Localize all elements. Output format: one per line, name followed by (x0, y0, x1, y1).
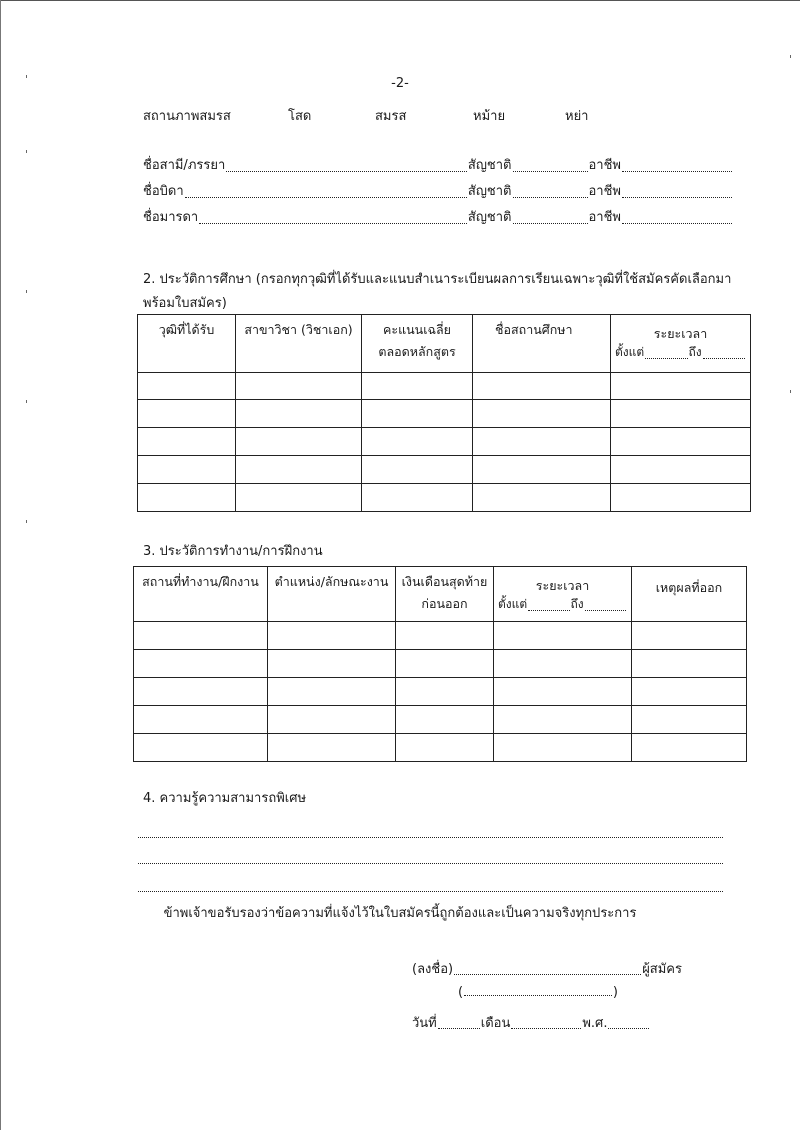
table-cell[interactable] (473, 456, 611, 484)
radio-label: สมรส (375, 108, 407, 124)
education-title-line1: 2. ประวัติการศึกษา (กรอกทุกวุฒิที่ได้รับและแนบสำเนาระเบียนผลการเรียนเฉพาะวุฒิที่ใช้สมัครคัดเลือกมา (143, 272, 732, 287)
table-cell[interactable] (632, 706, 747, 734)
signature-row (412, 958, 682, 979)
table-cell[interactable] (138, 400, 236, 428)
table-cell[interactable] (134, 622, 268, 650)
table-cell[interactable] (236, 373, 362, 400)
scan-artifact (26, 150, 27, 153)
col-period: ระยะเวลา ตั้งแต่ ถึง (611, 315, 751, 373)
father-occupation-field[interactable] (622, 185, 732, 198)
table-cell[interactable] (473, 400, 611, 428)
work-rows (134, 622, 747, 762)
education-table (137, 314, 751, 512)
occupation-label: อาชีพ (588, 158, 621, 173)
date-row (412, 1012, 650, 1033)
table-row (138, 400, 751, 428)
education-rows (138, 373, 751, 512)
spouse-nationality-field[interactable] (513, 159, 588, 172)
father-name-field[interactable] (185, 185, 467, 198)
table-cell[interactable] (236, 428, 362, 456)
year-label: พ.ศ. (582, 1016, 608, 1031)
nationality-label: สัญชาติ (467, 184, 512, 199)
table-cell[interactable] (473, 373, 611, 400)
table-cell[interactable] (396, 678, 494, 706)
table-cell[interactable] (138, 428, 236, 456)
mother-occupation-field[interactable] (622, 211, 732, 224)
radio-label: หย่า (565, 108, 589, 124)
table-row (138, 428, 751, 456)
radio-married[interactable] (375, 104, 406, 126)
applicant-label: ผู้สมัคร (642, 962, 682, 977)
table-cell[interactable] (632, 622, 747, 650)
radio-label: โสด (288, 108, 312, 124)
table-cell[interactable] (362, 456, 473, 484)
close-paren: ) (612, 985, 618, 1000)
marital-status-label: สถานภาพสมรส (143, 108, 231, 124)
work-table (133, 566, 747, 762)
father-row (143, 181, 733, 201)
radio-label: หม้าย (473, 108, 506, 124)
table-row (138, 456, 751, 484)
radio-divorced[interactable] (565, 104, 589, 126)
col-position: ตำแหน่ง/ลักษณะงาน (268, 567, 396, 622)
declaration-text: ข้าพเจ้าขอรับรองว่าข้อความที่แจ้งไว้ในใบสมัครนี้ถูกต้องและเป็นความจริงทุกประการ (163, 906, 637, 921)
table-cell[interactable] (473, 484, 611, 512)
table-cell[interactable] (362, 373, 473, 400)
table-cell[interactable] (268, 706, 396, 734)
table-cell[interactable] (396, 734, 494, 762)
table-cell[interactable] (268, 678, 396, 706)
scan-artifact (26, 290, 27, 293)
scan-artifact (26, 520, 27, 523)
signature-field[interactable] (454, 964, 641, 975)
education-section-title (143, 268, 743, 316)
page-edge (0, 0, 1, 1130)
table-cell[interactable] (362, 484, 473, 512)
table-cell[interactable] (494, 706, 632, 734)
table-cell[interactable] (632, 678, 747, 706)
spouse-name-field[interactable] (226, 159, 467, 172)
spouse-row (143, 155, 733, 175)
scan-artifact (790, 55, 791, 58)
period-from-to: ตั้งแต่ ถึง (611, 343, 750, 362)
table-cell[interactable] (138, 456, 236, 484)
table-row (134, 706, 747, 734)
mother-nationality-field[interactable] (513, 211, 588, 224)
mother-name-label: ชื่อมารดา (143, 210, 199, 225)
father-name-label: ชื่อบิดา (143, 184, 184, 199)
table-cell[interactable] (134, 678, 268, 706)
year-field[interactable] (608, 1018, 649, 1029)
table-cell[interactable] (138, 484, 236, 512)
table-cell[interactable] (268, 622, 396, 650)
table-row (134, 734, 747, 762)
month-field[interactable] (511, 1018, 581, 1029)
nationality-label: สัญชาติ (467, 210, 512, 225)
table-cell[interactable] (611, 400, 751, 428)
occupation-label: อาชีพ (588, 184, 621, 199)
skills-line[interactable] (138, 836, 723, 838)
spouse-name-label: ชื่อสามี/ภรรยา (143, 158, 226, 173)
period-from-to: ตั้งแต่ ถึง (494, 595, 631, 614)
table-cell[interactable] (236, 400, 362, 428)
table-cell[interactable] (494, 622, 632, 650)
table-cell[interactable] (611, 428, 751, 456)
col-workplace: สถานที่ทำงาน/ฝึกงาน (134, 567, 268, 622)
table-cell[interactable] (134, 734, 268, 762)
nationality-label: สัญชาติ (467, 158, 512, 173)
father-nationality-field[interactable] (513, 185, 588, 198)
skills-line[interactable] (138, 890, 723, 892)
radio-widowed[interactable] (473, 104, 505, 126)
table-cell[interactable] (268, 650, 396, 678)
table-cell[interactable] (138, 373, 236, 400)
table-cell[interactable] (611, 484, 751, 512)
mother-name-field[interactable] (199, 211, 467, 224)
table-cell[interactable] (494, 734, 632, 762)
mother-row (143, 207, 733, 227)
table-row (138, 484, 751, 512)
table-cell[interactable] (268, 734, 396, 762)
table-cell[interactable] (396, 622, 494, 650)
table-row (134, 650, 747, 678)
table-cell[interactable] (396, 650, 494, 678)
printed-name-field[interactable] (464, 985, 612, 996)
table-row (134, 678, 747, 706)
marital-status-group (143, 104, 623, 126)
col-period: ระยะเวลา ตั้งแต่ ถึง (494, 567, 632, 622)
table-cell[interactable] (362, 428, 473, 456)
skills-line[interactable] (138, 862, 723, 864)
table-cell[interactable] (611, 373, 751, 400)
radio-single[interactable] (288, 104, 311, 126)
table-cell[interactable] (134, 650, 268, 678)
table-row (138, 373, 751, 400)
col-reason-left: เหตุผลที่ออก (632, 567, 747, 622)
work-section-title: 3. ประวัติการทำงาน/การฝึกงาน (143, 544, 323, 559)
col-last-salary: เงินเดือนสุดท้าย ก่อนออก (396, 567, 494, 622)
table-cell[interactable] (473, 428, 611, 456)
table-cell[interactable] (632, 734, 747, 762)
table-cell[interactable] (236, 456, 362, 484)
sign-label: (ลงชื่อ) (412, 962, 454, 977)
spouse-occupation-field[interactable] (622, 159, 732, 172)
table-cell[interactable] (134, 706, 268, 734)
work-header-row (134, 567, 747, 622)
education-title-line2: พร้อมใบสมัคร) (143, 296, 227, 311)
table-row (134, 622, 747, 650)
day-field[interactable] (438, 1018, 480, 1029)
open-paren: ( (458, 985, 464, 1000)
page-number: -2- (391, 76, 409, 91)
printed-name-row (458, 985, 618, 1000)
table-cell[interactable] (362, 400, 473, 428)
day-label: วันที่ (412, 1016, 437, 1031)
col-degree: วุฒิที่ได้รับ (138, 315, 236, 373)
table-cell[interactable] (494, 678, 632, 706)
table-cell[interactable] (236, 484, 362, 512)
page-edge (0, 0, 800, 1)
skills-section-title: 4. ความรู้ความสามารถพิเศษ (143, 791, 307, 806)
occupation-label: อาชีพ (588, 210, 621, 225)
table-cell[interactable] (632, 650, 747, 678)
col-institution: ชื่อสถานศึกษา (473, 315, 611, 373)
col-major: สาขาวิชา (วิชาเอก) (236, 315, 362, 373)
education-header-row (138, 315, 751, 373)
col-gpa: คะแนนเฉลี่ย ตลอดหลักสูตร (362, 315, 473, 373)
month-label: เดือน (480, 1016, 511, 1031)
table-cell[interactable] (494, 650, 632, 678)
scan-artifact (790, 390, 791, 393)
table-cell[interactable] (611, 456, 751, 484)
table-cell[interactable] (396, 706, 494, 734)
scan-artifact (26, 400, 27, 403)
